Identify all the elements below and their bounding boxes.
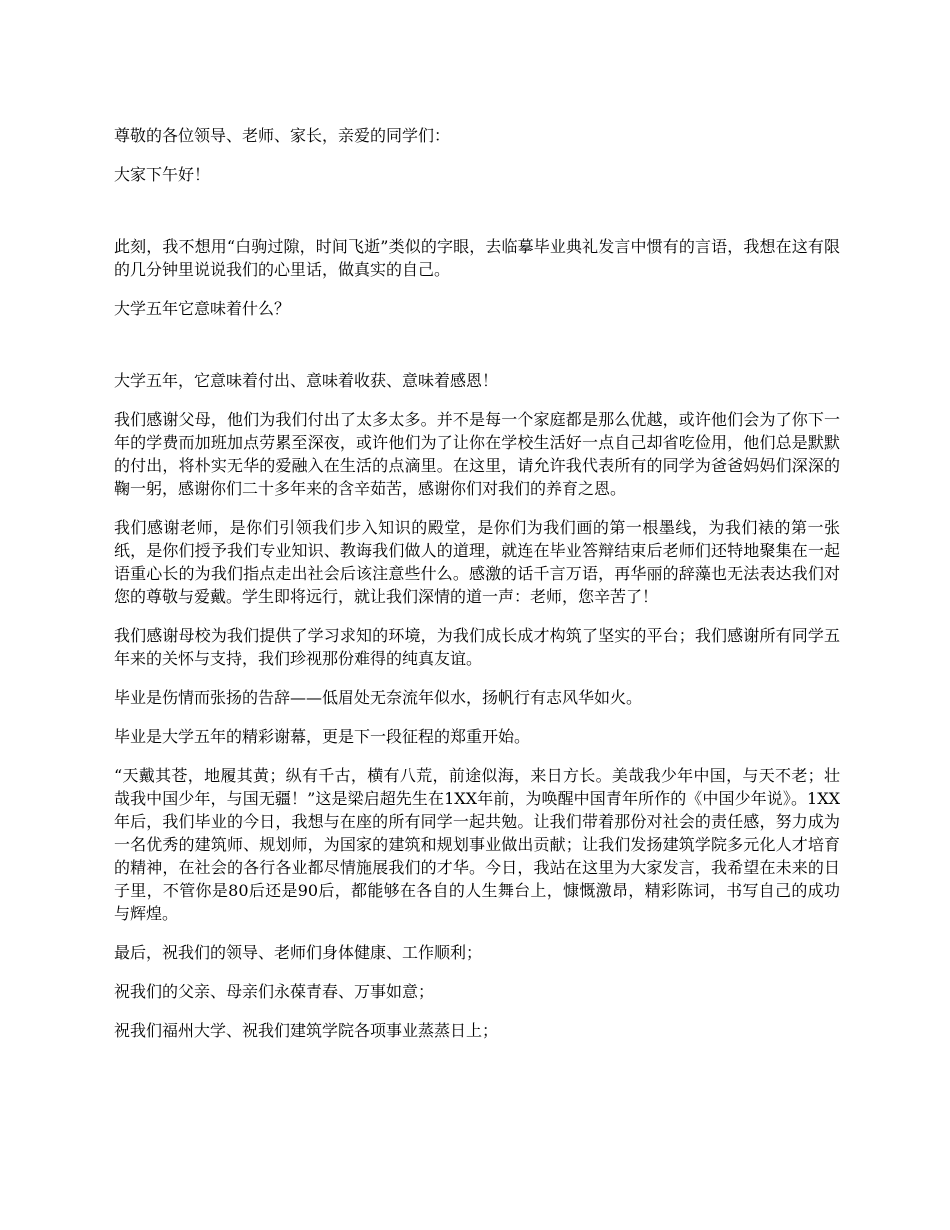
- paragraph-youth-china: “天戴其苍，地履其黄；纵有千古，横有八荒，前途似海，来日方长。美哉我少年中国，与天不老；壮哉我中国少年，与国无疆！”这是梁启超先生在1XX年前，为唤醒中国青年所作的《中国少年说》。1XX年后，我们毕业的今日，我想与在座的所有同学一起共勉。让我们带着那份对社会的责任感，努力成为一名优秀的建筑师、规划师，为国家的建筑和规划事业做出贡献；让我们发扬建筑学院多元化人才培育的精神，在社会的各行各业都尽情施展我们的才华。今日，我站在这里为大家发言，我希望在未来的日子里，不管你是80后还是90后，都能够在各自的人生舞台上，慷慨激昂，精彩陈词，书写自己的成功与辉煌。: [114, 766, 840, 923]
- paragraph-meaning: 大学五年，它意味着付出、意味着收获、意味着感恩！: [114, 371, 499, 390]
- wish-parents: 祝我们的父亲、母亲们永葆青春、万事如意；: [114, 982, 435, 1001]
- paragraph-question: 大学五年它意味着什么？: [114, 299, 291, 318]
- paragraph-thanks-school: 我们感谢母校为我们提供了学习求知的环境，为我们成长成才构筑了坚实的平台；我们感谢所有同学五年来的关怀与支持，我们珍视那份难得的纯真友谊。: [114, 626, 840, 668]
- speech-body: [114, 124, 840, 1058]
- wish-university: 祝我们福州大学、祝我们建筑学院各项事业蒸蒸日上；: [114, 1021, 499, 1040]
- paragraph-thanks-teachers: 我们感谢老师，是你们引领我们步入知识的殿堂，是你们为我们画的第一根墨线，为我们裱的第一张纸，是你们授予我们专业知识、教诲我们做人的道理，就连在毕业答辩结束后老师们还特地聚集在一起语重心长的为我们指点走出社会后该注意些什么。感激的话千言万语，再华丽的辞藻也无法表达我们对您的尊敬与爱戴。学生即将远行，就让我们深情的道一声：老师，您辛苦了！: [114, 518, 840, 606]
- paragraph-farewell: 毕业是伤情而张扬的告辞——低眉处无奈流年似水，扬帆行有志风华如火。: [114, 688, 643, 707]
- greeting: 大家下午好！: [114, 165, 211, 184]
- paragraph-new-start: 毕业是大学五年的精彩谢幕，更是下一段征程的郑重开始。: [114, 727, 531, 746]
- salutation: 尊敬的各位领导、老师、家长，亲爱的同学们：: [114, 126, 451, 145]
- paragraph-thanks-parents: 我们感谢父母，他们为我们付出了太多太多。并不是每一个家庭都是那么优越，或许他们会为了你下一年的学费而加班加点劳累至深夜，或许他们为了让你在学校生活好一点自己却省吃俭用，他们总是默默的付出，将朴实无华的爱融入在生活的点滴里。在这里，请允许我代表所有的同学为爸爸妈妈们深深的鞠一躬，感谢你们二十多年来的含辛茹苦，感谢你们对我们的养育之恩。: [114, 410, 840, 498]
- paragraph-opening: 此刻，我不想用“白驹过隙，时间飞逝”类似的字眼，去临摹毕业典礼发言中惯有的言语，我想在这有限的几分钟里说说我们的心里话，做真实的自己。: [114, 237, 840, 279]
- wish-leaders: 最后，祝我们的领导、老师们身体健康、工作顺利；: [114, 943, 483, 962]
